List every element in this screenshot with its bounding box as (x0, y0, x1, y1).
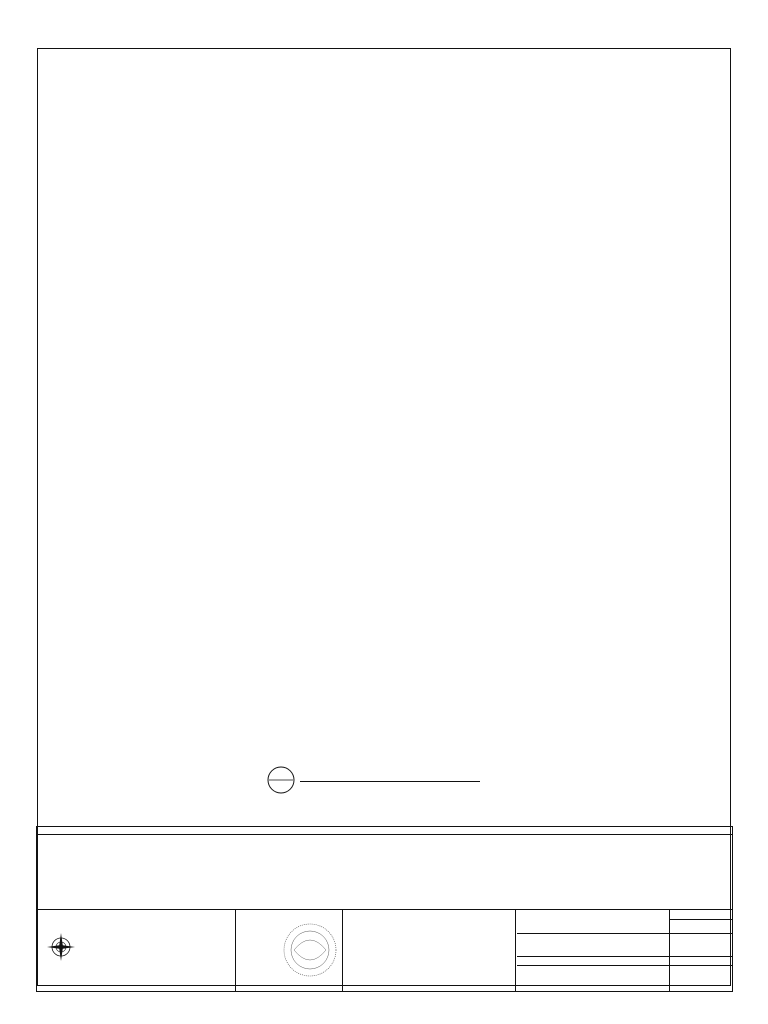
drawing-no-block (669, 909, 733, 992)
date-divider (669, 965, 733, 966)
cadd-divider (517, 965, 669, 966)
section-callout-icon (264, 763, 298, 797)
note-block (342, 909, 516, 992)
drawing-no-divider (669, 919, 733, 920)
plan-title-block (258, 758, 518, 798)
compass-logo-icon (46, 932, 76, 962)
seal-icon (280, 920, 340, 980)
legend-header-row (36, 826, 733, 835)
title-underline (300, 781, 480, 782)
title-block (36, 826, 733, 992)
